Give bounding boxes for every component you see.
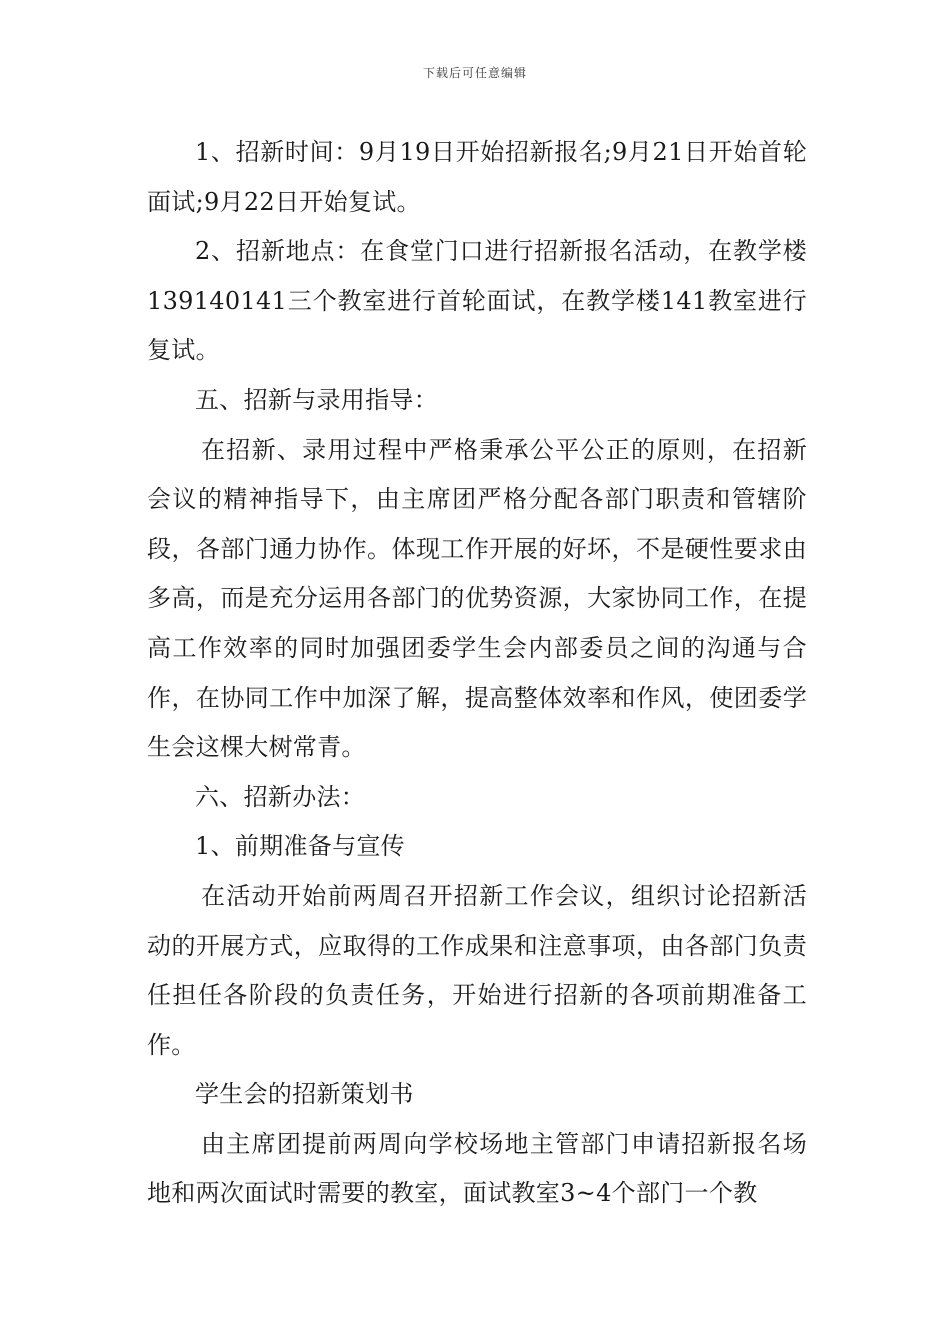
- section-heading-guidance: 五、招新与录用指导：: [195, 385, 438, 414]
- paragraph-venue-request: 由主席团提前两周向学校场地主管部门申请招新报名场地和两次面试时需要的教室，面试教室3~4个部门一个教: [147, 1129, 807, 1208]
- paragraph-recruit-time: 1、招新时间：9月19日开始招新报名;9月21日开始首轮面试;9月22日开始复试。: [147, 138, 807, 216]
- document-title-line: 学生会的招新策划书: [195, 1080, 414, 1109]
- document-body: [147, 128, 807, 1219]
- paragraph-preparation: 在活动开始前两周召开招新工作会议，组织讨论招新活动的开展方式，应取得的工作成果和注意事项，由各部门负责任担任各阶段的负责任务，开始进行招新的各项前期准备工作。: [147, 881, 807, 1059]
- subheading-preparation: 1、前期准备与宣传: [195, 832, 405, 861]
- paragraph-guidance: 在招新、录用过程中严格秉承公平公正的原则，在招新会议的精神指导下，由主席团严格分配各部门职责和管辖阶段，各部门通力协作。体现工作开展的好坏，不是硬性要求由多高，而是充分运用各部门的优势资源，大家协同工作，在提高工作效率的同时加强团委学生会内部委员之间的沟通与合作，在协同工作中加深了解，提高整体效率和作风，使团委学生会这棵大树常青。: [147, 435, 807, 762]
- paragraph-recruit-location: 2、招新地点：在食堂门口进行招新报名活动，在教学楼139140141三个教室进行首轮面试，在教学楼141教室进行复试。: [147, 237, 807, 365]
- header-note: 下载后可任意编辑: [422, 66, 527, 80]
- section-heading-methods: 六、招新办法：: [195, 782, 366, 811]
